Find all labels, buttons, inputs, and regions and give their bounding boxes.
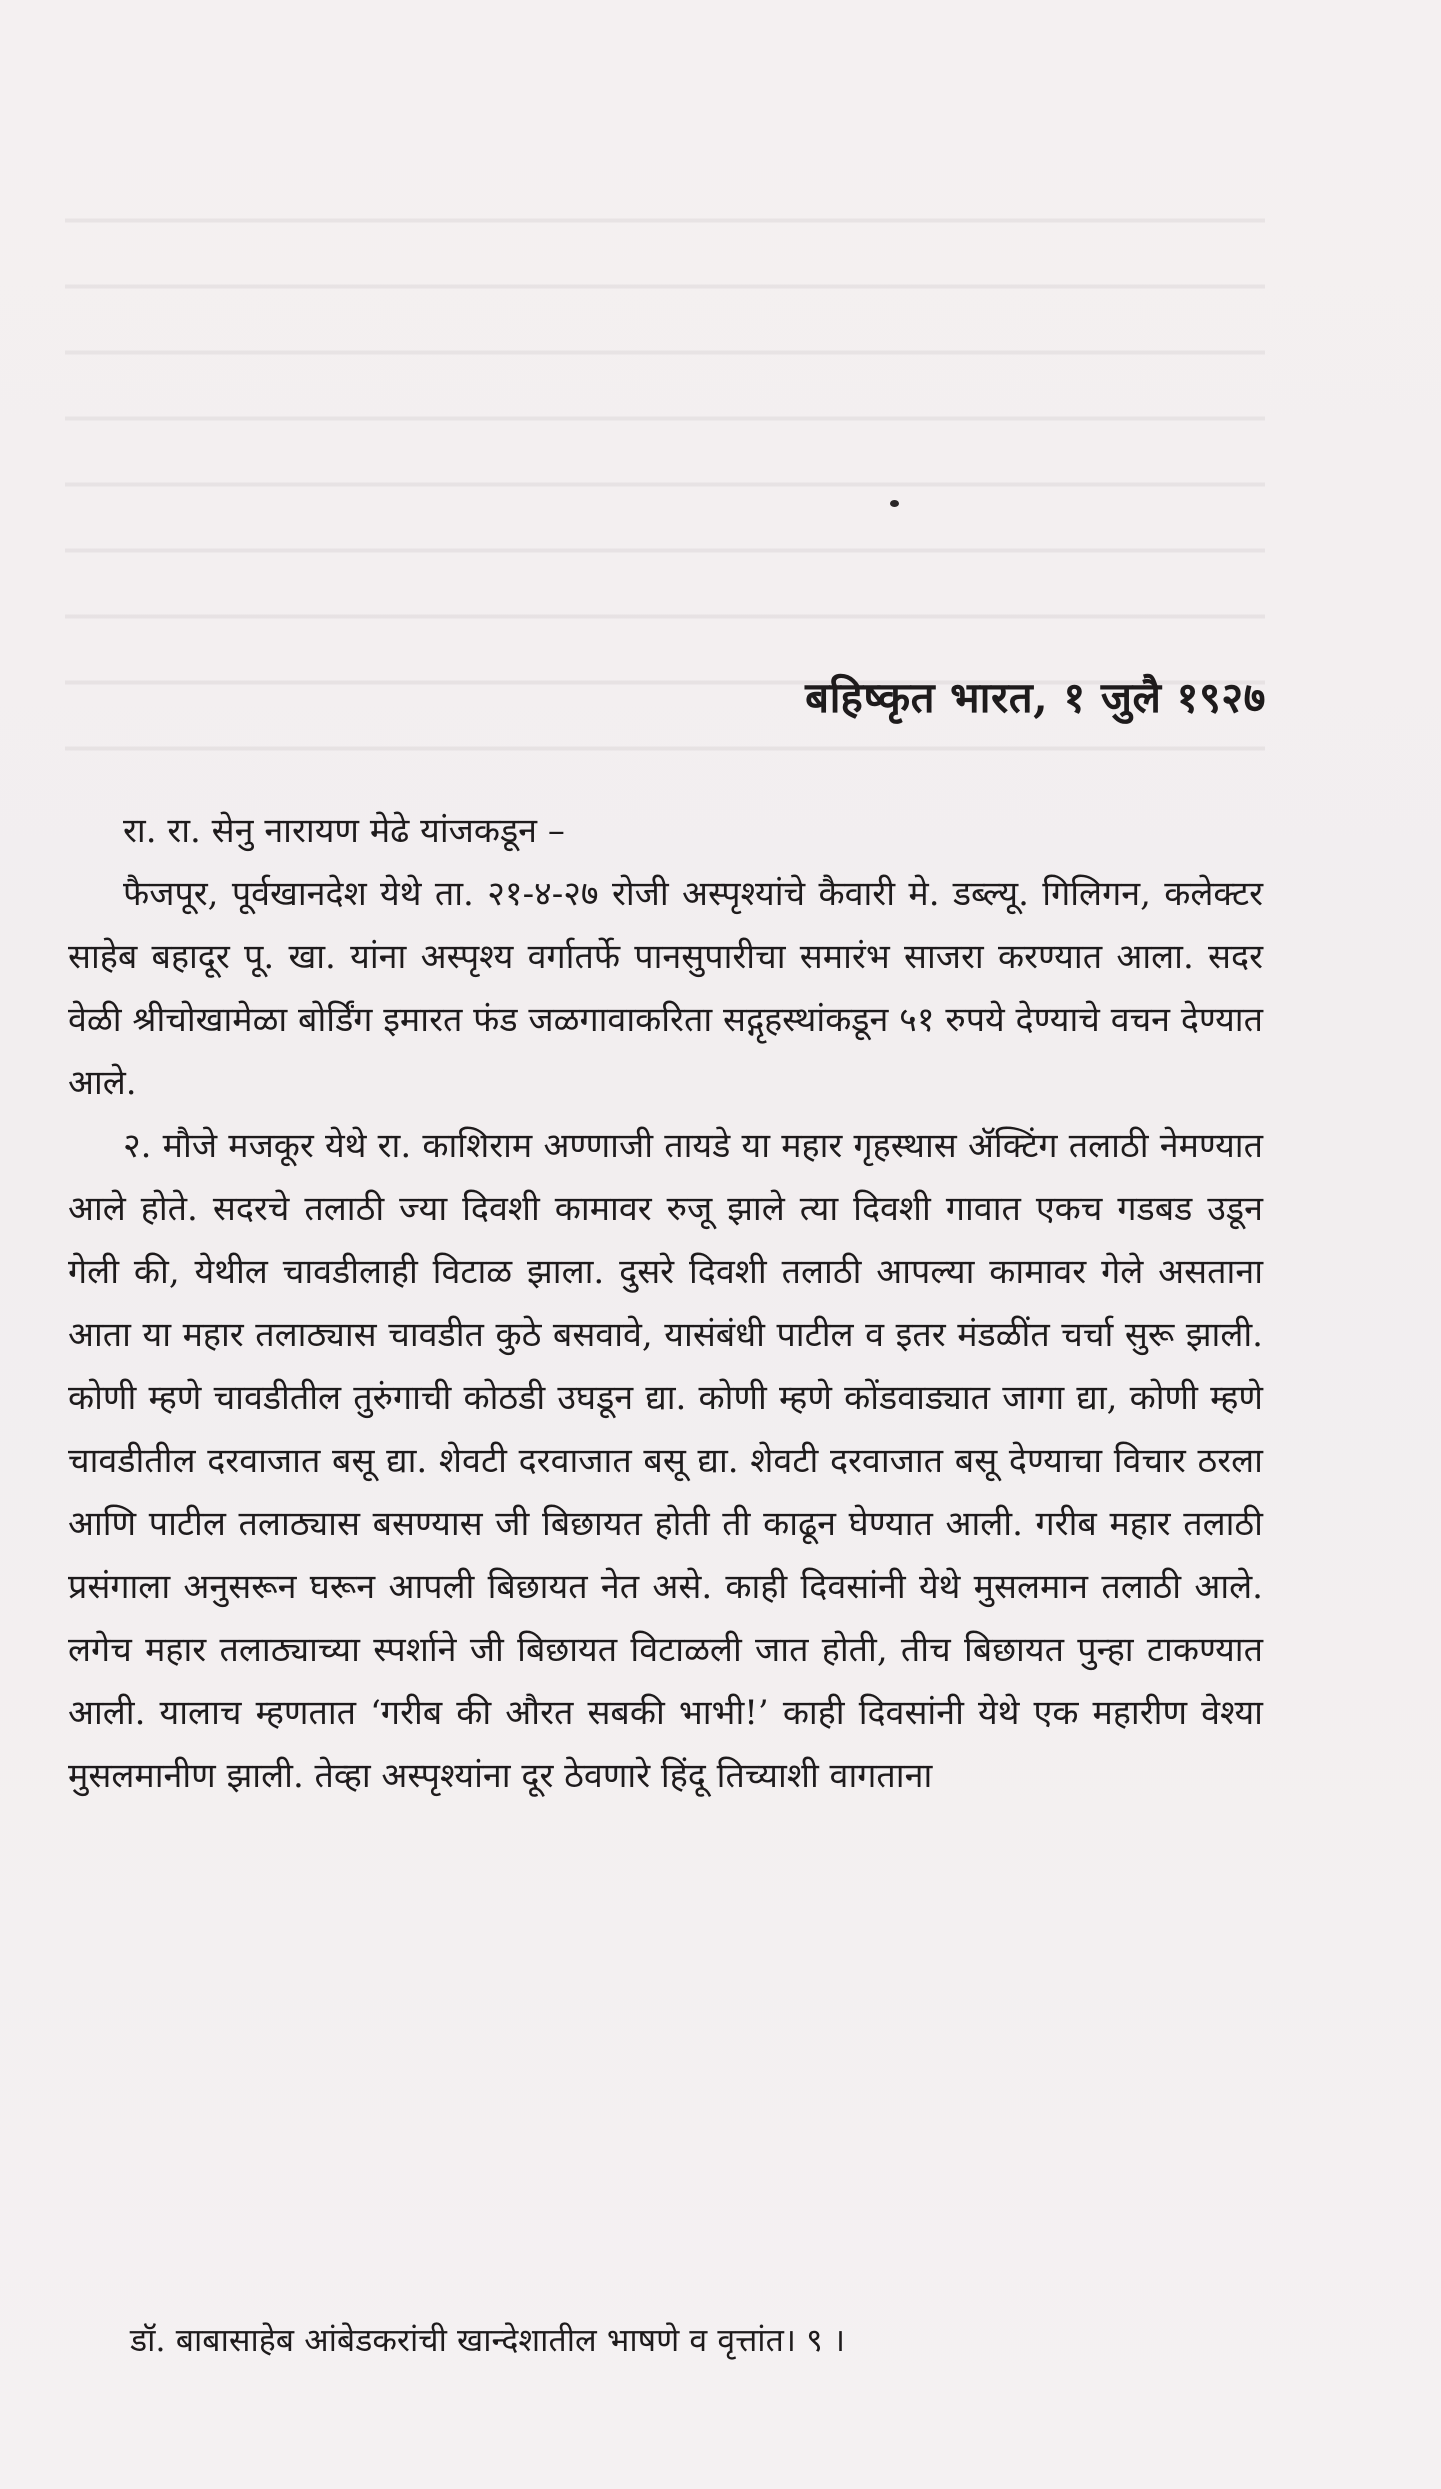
article-body (68, 800, 1263, 1808)
paragraph-2: २. मौजे मजकूर येथे रा. काशिराम अण्णाजी तायडे या महार गृहस्थास ॲक्टिंग तलाठी नेमण्यात आले होते. सदरचे तलाठी ज्या दिवशी कामावर रुजू झाले त्या दिवशी गावात एकच गडबड उडून गेली की, येथील चावडीलाही विटाळ झाला. दुसरे दिवशी तलाठी आपल्या कामावर गेले असताना आता या महार तलाठ्यास चावडीत कुठे बसवावे, यासंबंधी पाटील व इतर मंडळींत चर्चा सुरू झाली. कोणी म्हणे चावडीतील तुरुंगाची कोठडी उघडून द्या. कोणी म्हणे कोंडवाड्यात जागा द्या, कोणी म्हणे चावडीतील दरवाजात बसू द्या. शेवटी दरवाजात बसू द्या. शेवटी दरवाजात बसू देण्याचा विचार ठरला आणि पाटील तलाठ्यास बसण्यास जी बिछायत होती ती काढून घेण्यात आली. गरीब महार तलाठी प्रसंगाला अनुसरून घरून आपली बिछायत नेत असे. काही दिवसांनी येथे मुसलमान तलाठी आले. लगेच महार तलाठ्याच्या स्पर्शाने जी बिछायत विटाळली जात होती, तीच बिछायत पुन्हा टाकण्यात आली. यालाच म्हणतात ‘गरीब की औरत सबकी भाभी!’ काही दिवसांनी येथे एक महारीण वेश्या मुसलमानीण झाली. तेव्हा अस्पृश्यांना दूर ठेवणारे हिंदू तिच्याशी वागताना (68, 1126, 1263, 1796)
paragraph-attribution: रा. रा. सेनु नारायण मेढे यांजकडून – (123, 811, 565, 851)
source-heading: बहिष्कृत भारत, १ जुलै १९२७ (805, 673, 1266, 722)
page-footer: डॉ. बाबासाहेब आंबेडकरांची खान्देशातील भाषणे व वृत्तांत। ९ । (130, 2321, 846, 2359)
ink-dot (890, 500, 899, 507)
paragraph-1: फैजपूर, पूर्वखानदेश येथे ता. २१-४-२७ रोजी अस्पृश्यांचे कैवारी मे. डब्ल्यू. गिलिगन, कलेक्टर साहेब बहादूर पू. खा. यांना अस्पृश्य वर्गातर्फे पानसुपारीचा समारंभ साजरा करण्यात आला. सदर वेळी श्रीचोखामेळा बोर्डिंग इमारत फंड जळगावाकरिता सद्गृहस्थांकडून ५१ रुपये देण्याचे वचन देण्यात आले. (68, 874, 1263, 1103)
